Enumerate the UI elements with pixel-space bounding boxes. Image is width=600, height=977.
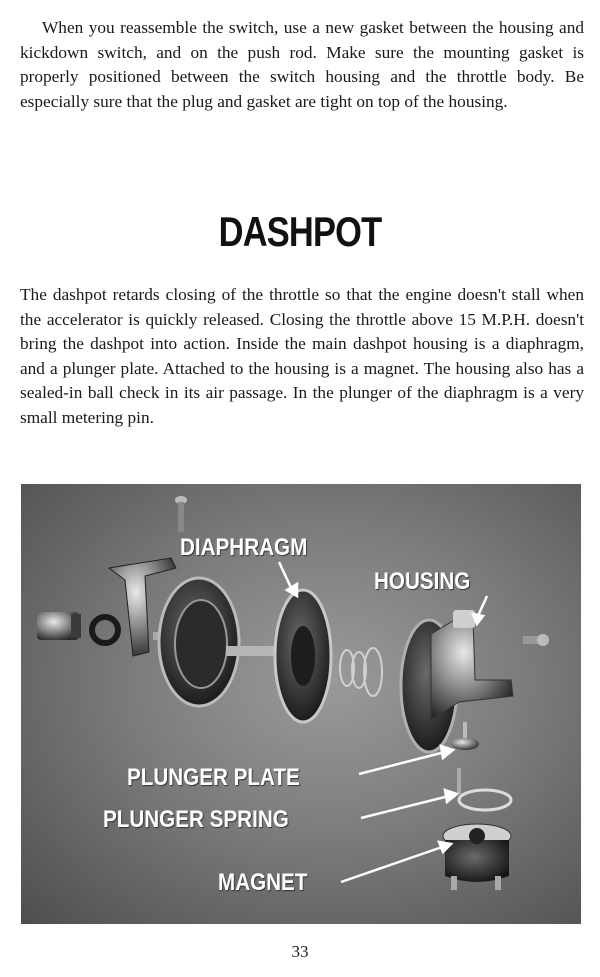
plunger-spring-part [457, 768, 511, 810]
push-rod [226, 646, 281, 656]
callout-housing: HOUSING [374, 568, 471, 595]
body-paragraph: The dashpot retards closing of the throttle so that the engine doesn't stall when the accelerator is quickly released. Closing the throttle above 15 M.P.H. doesn't bring the dashpot into action. Inside the main dashpot housing is a diaphragm, and a plunger plate. Attached to the housing is a magnet. The housing also has a sealed-in ball check in its air passage. In the plunger of the diaphragm is a very small metering pin. [20, 285, 584, 427]
callout-magnet: MAGNET [218, 869, 308, 896]
plunger-plate-part [451, 722, 479, 750]
housing-part [401, 610, 513, 752]
cover-plate [159, 578, 239, 706]
dashpot-exploded-photo [21, 484, 581, 924]
rings [340, 648, 382, 696]
callout-plunger-spring: PLUNGER SPRING [103, 806, 289, 833]
diaphragm-part [275, 590, 331, 722]
callout-diaphragm: DIAPHRAGM [180, 534, 308, 561]
hex-nut [37, 612, 81, 640]
intro-paragraph: When you reassemble the switch, use a new gasket between the housing and kickdown switch, and on the push rod. Make sure the mounting gasket is properly positioned between the switch housing and the throttle body. Be especially sure that the plug and gasket are tight on top of the housing. [20, 18, 584, 111]
page-number: 33 [291, 942, 309, 961]
magnet-part [443, 824, 511, 890]
top-screw [175, 496, 187, 532]
callout-plunger-plate: PLUNGER PLATE [127, 764, 300, 791]
section-heading: DASHPOT [218, 208, 382, 255]
lock-washer [92, 617, 118, 643]
side-bolt [523, 634, 549, 646]
